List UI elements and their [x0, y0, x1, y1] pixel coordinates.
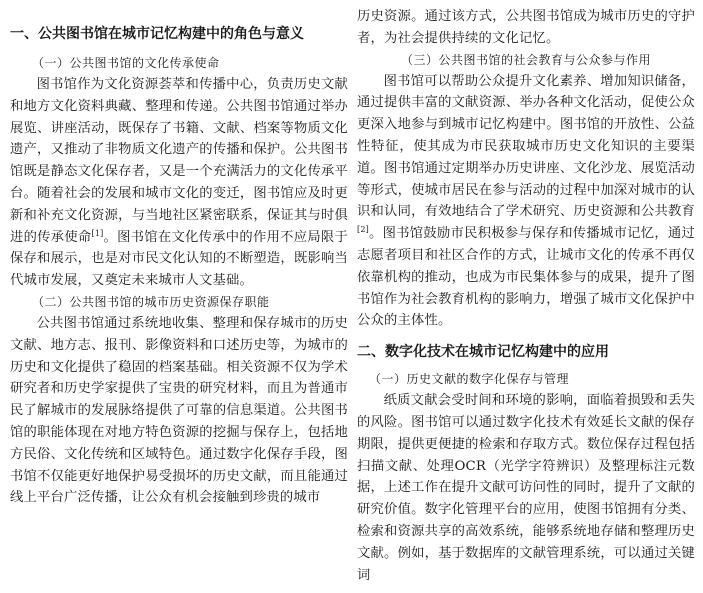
paragraph-2-continued: 历史资源。通过该方式，公共图书馆成为城市历史的守护者，为社会提供持续的文化记忆。	[357, 9, 695, 46]
paragraph-4: 纸质文献会受时间和环境的影响，面临着损毁和丢失的风险。图书馆可以通过数字化技术有效延长文献的保存期限，提供更便捷的检索和存取方式。数位保存过程包括扫描文献、处理OCR（光学字符辨识）及整理标注元数据，上述工作在提升文献可访问性的同时，提升了文献的研究价值。数字化管理平台的应用，使图书馆拥有分类、检索和资源共享的高效系统，能够系统地存储和整理历史文献。例如，基于数据库的文献管理系统，可以通过关键词	[357, 393, 695, 583]
subsection-heading-1-3: （三）公共图书馆的社会教育与公众参与作用	[400, 52, 651, 67]
paragraph-1-text-a: 图书馆作为文化资源荟萃和传播中心，负责历史文献和地方文化资料典藏、整理和传递。公共图书馆通过举办展览、讲座活动，既保存了书籍、文献、档案等物质文化遗产，又推动了非物质文化遗产的传播和保护。公共图书馆既是静态文化保存者，又是一个充满活力的文化传承平台。随着社会的发展和城市文化的变迁，图书馆应及时更新和补充文化资源，与当地社区紧密联系，保证其与时俱进的传承使命	[10, 77, 348, 245]
paragraph-1-text-b: 。图书馆在文化传承中的作用不应局限于保存和展示，也是对市民文化认知的不断塑造，既影响当代城市发展，又奠定未来城市人文基础。	[10, 229, 348, 289]
right-column	[357, 0, 695, 586]
section-heading-1: 一、公共图书馆在城市记忆构建中的角色与意义	[10, 26, 304, 42]
paragraph-2: 公共图书馆通过系统地收集、整理和保存城市的历史文献、地方志、报刊、影像资料和口述历史等，为城市的历史和文化提供了稳固的档案基础。相关资源不仅为学术研究者和历史学家提供了宝贵的研究材料，而且为普通市民了解城市的发展脉络提供了可靠的信息渠道。公共图书馆的职能体现在对地方特色资源的挖掘与保存上，包括地方民俗、文化传统和区域特色。通过数字化保存手段，图书馆不仅能更好地保护易受损坏的历史文献，而且能通过线上平台广泛传播，让公众有机会接触到珍贵的城市	[10, 315, 348, 506]
subsection-heading-1-2: （二）公共图书馆的城市历史资源保存职能	[32, 294, 270, 309]
left-column	[10, 0, 348, 509]
paragraph-3-text-b: 。图书馆鼓励市民积极参与保存和传播城市记忆，通过志愿者项目和社区合作的方式，让城市文化的传承不再仅依靠机构的推动，也成为市民集体参与的成果，提升了图书馆作为社会教育机构的影响力，增强了城市文化保护中公众的主体性。	[357, 226, 695, 329]
citation-1: [1]	[91, 228, 104, 238]
paragraph-3	[357, 71, 695, 333]
section-heading-2: 二、数字化技术在城市记忆构建中的应用	[357, 344, 609, 361]
subsection-heading-1-1: （一）公共图书馆的文化传承使命	[32, 56, 220, 70]
citation-2: [2]	[357, 225, 369, 235]
paragraph-3-text-a: 图书馆可以帮助公众提升文化素养、增加知识储备，通过提供丰富的文献资源、举办各种文化活动，促使公众更深入地参与到城市记忆构建中。图书馆的开放性、公益性特征，使其成为市民获取城市历史文化知识的主要渠道。图书馆通过定期举办历史讲座、文化沙龙、展览活动等形式，使城市居民在参与活动的过程中加深对城市的认识和认同，有效地结合了学术研究、历史资源和公共教育	[357, 73, 695, 220]
paragraph-1	[10, 74, 348, 292]
subsection-heading-2-1: （一）历史文献的数字化保存与管理	[369, 372, 570, 387]
